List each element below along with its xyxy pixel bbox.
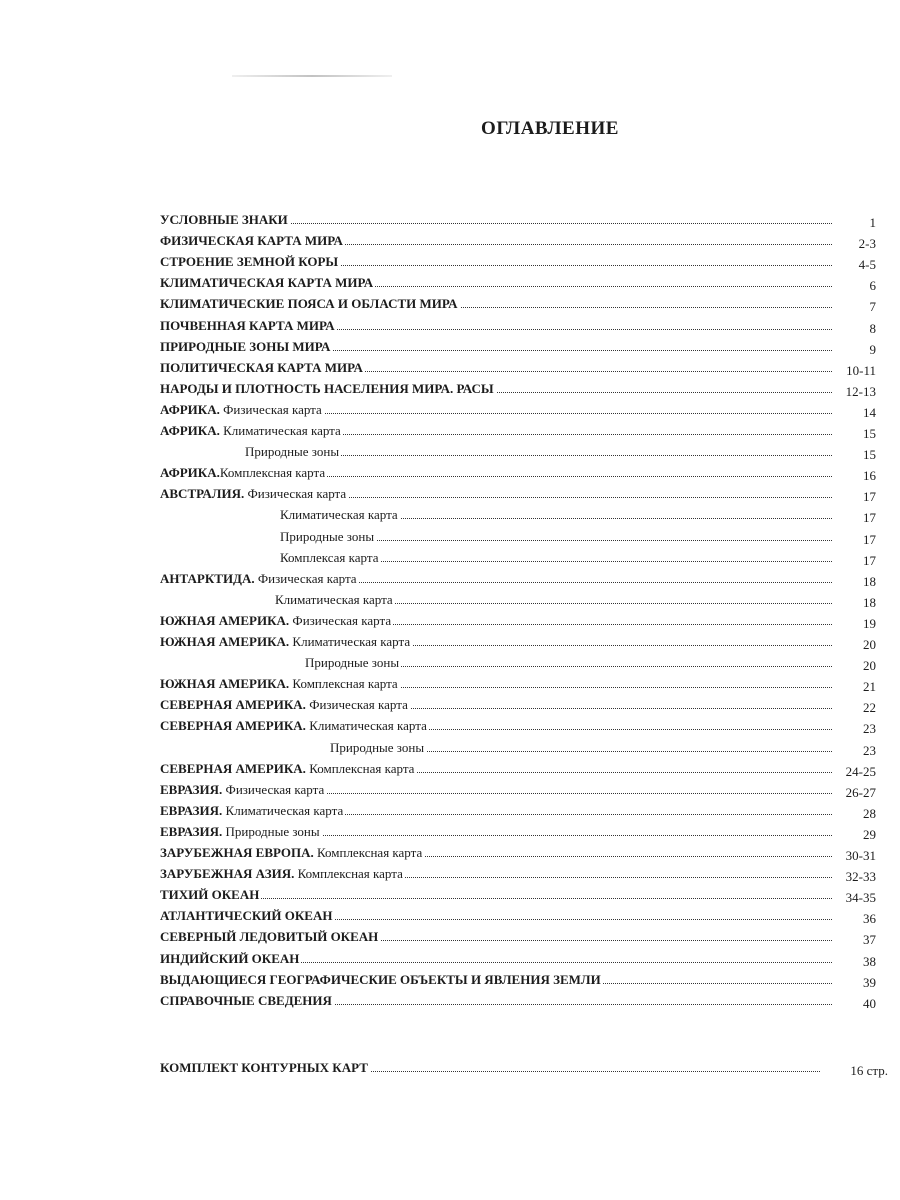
toc-entry-region: ПОЧВЕННАЯ КАРТА МИРА [160,318,335,333]
toc-page-number: 26-27 [845,785,876,800]
toc-entry-title [160,401,324,419]
toc-page-number: 4-5 [858,257,876,272]
toc-entry [0,485,900,506]
toc-entry-subtitle: Физическая карта [254,571,357,586]
toc-entry [0,295,900,316]
toc-page-number: 23 [863,721,876,736]
toc-entry-region: ПОЛИТИЧЕСКАЯ КАРТА МИРА [160,360,363,375]
toc-page-number: 2-3 [858,236,876,251]
toc-page-number: 29 [863,827,876,842]
toc-entry-title [160,380,496,398]
toc-page-number: 24-25 [845,764,876,779]
toc-entry [0,359,900,380]
toc-page-number: 7 [869,299,876,314]
toc-entry-subtitle: Климатическая карта [280,507,398,522]
toc-entry [0,844,900,865]
toc-page-number: 38 [863,954,876,969]
toc-entry-subtitle: Физическая карта [289,613,392,628]
toc-page-number: 17 [863,553,876,568]
toc-entry [0,232,900,253]
toc-entry-title [160,844,424,862]
toc-entry [0,253,900,274]
contour-maps-entry [0,1059,900,1080]
toc-page-number: 19 [863,616,876,631]
toc-entry-title [160,760,416,778]
toc-entry-region: КЛИМАТИЧЕСКАЯ КАРТА МИРА [160,275,374,290]
toc-page-number: 15 [863,447,876,462]
toc-page-number: 40 [863,996,876,1011]
toc-page-number: 10-11 [846,363,876,378]
toc-entry-region: ФИЗИЧЕСКАЯ КАРТА МИРА [160,233,343,248]
toc-entry [0,422,900,443]
toc-entry-region: ЮЖНАЯ АМЕРИКА. [160,613,290,628]
toc-entry-title [160,717,429,735]
toc-entry-title [160,253,340,271]
toc-entry-region: АВСТРАЛИЯ. [160,486,245,501]
toc-entry-title [160,317,337,335]
toc-entry-region: СЕВЕРНЫЙ ЛЕДОВИТЫЙ ОКЕАН [160,929,379,944]
toc-entry-region: КОМПЛЕКТ КОНТУРНЫХ КАРТ [160,1060,368,1075]
toc-entry [0,971,900,992]
toc-page-number: 16 стр. [850,1063,888,1078]
toc-page-number: 9 [869,342,876,357]
toc-entry-title [160,823,322,841]
toc-page-number: 20 [863,637,876,652]
toc-page-number: 32-33 [845,869,876,884]
toc-page-number: 22 [863,700,876,715]
toc-entry-subtitle: Комплексная карта [313,845,423,860]
toc-page-number: 17 [863,510,876,525]
toc-entry-subtitle: Физическая карта [219,402,322,417]
toc-entry-region: ВЫДАЮЩИЕСЯ ГЕОГРАФИЧЕСКИЕ ОБЪЕКТЫ И ЯВЛЕНИЯ ЗЕМЛИ [160,972,601,987]
toc-page-number: 30-31 [845,848,876,863]
toc-page-number: 20 [863,658,876,673]
toc-entry-title [160,422,343,440]
toc-entry [0,654,900,675]
toc-entry [0,612,900,633]
toc-entry-title [160,274,375,292]
toc-entry [0,528,900,549]
toc-entry [0,317,900,338]
toc-entry [0,549,900,570]
toc-entry-region: НАРОДЫ И ПЛОТНОСТЬ НАСЕЛЕНИЯ МИРА. РАСЫ [160,381,494,396]
toc-entry [0,401,900,422]
toc-page-number: 36 [863,911,876,926]
toc-entry-title [160,570,359,588]
toc-entry-title [160,464,327,482]
toc-page-number: 23 [863,743,876,758]
toc-entry-title [160,211,290,229]
toc-page-number: 39 [863,975,876,990]
toc-entry-title [160,338,332,356]
toc-page-number: 14 [863,405,876,420]
toc-entry-title [245,443,341,461]
toc-entry-subtitle: Комплексная карта [305,761,415,776]
toc-page-number: 17 [863,532,876,547]
toc-entry-title [160,950,301,968]
toc-entry-title [160,992,334,1010]
toc-entry-region: ПРИРОДНЫЕ ЗОНЫ МИРА [160,339,331,354]
toc-entry-title [305,654,401,672]
toc-entry-title [160,359,365,377]
toc-page-number: 37 [863,932,876,947]
toc-entry-region: АТЛАНТИЧЕСКИЙ ОКЕАН [160,908,333,923]
toc-entry-subtitle: Климатическая карта [275,592,393,607]
toc-entry-title [330,739,426,757]
toc-page-number: 18 [863,595,876,610]
toc-entry-subtitle: Природные зоны [245,444,340,459]
toc-entry-region: ЕВРАЗИЯ. [160,803,223,818]
page-title: ОГЛАВЛЕНИЕ [481,118,619,139]
toc-entry-title [160,865,405,883]
toc-entry [0,717,900,738]
toc-entry [0,950,900,971]
toc-entry [0,739,900,760]
toc-page-number: 15 [863,426,876,441]
toc-entry-title [160,485,348,503]
toc-entry [0,865,900,886]
toc-entry [0,992,900,1013]
toc-entry-title [160,802,345,820]
toc-entry-title [280,549,380,567]
toc-entry-region: ЮЖНАЯ АМЕРИКА. [160,676,290,691]
toc-entry-subtitle: Природные зоны [280,529,375,544]
toc-entry-region: ТИХИЙ ОКЕАН [160,887,260,902]
toc-entry-title [160,295,460,313]
toc-entry [0,675,900,696]
toc-page-number: 17 [863,489,876,504]
toc-entry-subtitle: Комплексная карта [289,676,398,691]
toc-entry [0,633,900,654]
toc-entry-subtitle: Природные зоны [222,824,320,839]
toc-entry-region: ИНДИЙСКИЙ ОКЕАН [160,951,300,966]
toc-entry-subtitle: Комплексная карта [219,465,326,480]
toc-entry-subtitle: Климатическая карта [305,718,427,733]
toc-entry [0,886,900,907]
toc-entry-title [280,506,400,524]
toc-entry-title [160,781,326,799]
toc-entry-subtitle: Климатическая карта [289,634,411,649]
toc-entry-region: СЕВЕРНАЯ АМЕРИКА. [160,718,306,733]
toc-entry [0,506,900,527]
toc-entry-region: СЕВЕРНАЯ АМЕРИКА. [160,761,306,776]
toc-entry-region: ЕВРАЗИЯ. [160,782,223,797]
toc-entry-title [160,612,393,630]
toc-page-number: 18 [863,574,876,589]
toc-entry-region: СЕВЕРНАЯ АМЕРИКА. [160,697,306,712]
toc-entry-region: АФРИКА. [160,465,220,480]
toc-page-number: 12-13 [845,384,876,399]
toc-entry [0,464,900,485]
toc-page-number: 28 [863,806,876,821]
toc-page-number: 34-35 [845,890,876,905]
toc-entry-title [160,928,380,946]
toc-entry [0,211,900,232]
toc-entry [0,781,900,802]
toc-page-number: 21 [863,679,876,694]
toc-page-number: 1 [869,215,876,230]
toc-entry [0,591,900,612]
toc-entry [0,928,900,949]
toc-entry-region: АФРИКА. [160,423,220,438]
toc-entry-subtitle: Физическая карта [222,782,325,797]
toc-entry-subtitle: Комплексная карта [294,866,403,881]
toc-entry-subtitle: Климатическая карта [222,803,344,818]
toc-entry-subtitle: Комплексая карта [280,550,379,565]
toc-entry-title [160,633,412,651]
toc-page-number: 16 [863,468,876,483]
toc-entry-region: СПРАВОЧНЫЕ СВЕДЕНИЯ [160,993,332,1008]
toc-entry-title [160,232,345,250]
toc-entry [0,338,900,359]
toc-page-number: 6 [869,278,876,293]
toc-entry [0,802,900,823]
toc-entry-subtitle: Физическая карта [305,697,408,712]
toc-entry [0,570,900,591]
toc-entry-title [160,1059,370,1077]
toc-entry [0,380,900,401]
toc-entry-region: УСЛОВНЫЕ ЗНАКИ [160,212,288,227]
toc-entry-region: АНТАРКТИДА. [160,571,255,586]
toc-page-number: 8 [869,321,876,336]
toc-entry [0,760,900,781]
toc-entry-region: КЛИМАТИЧЕСКИЕ ПОЯСА И ОБЛАСТИ МИРА [160,296,458,311]
toc-entry [0,274,900,295]
toc-entry [0,907,900,928]
toc-entry [0,696,900,717]
toc-entry-subtitle: Физическая карта [244,486,347,501]
toc-entry-region: СТРОЕНИЕ ЗЕМНОЙ КОРЫ [160,254,339,269]
toc-entry-region: ЕВРАЗИЯ. [160,824,223,839]
toc-entry-title [160,675,400,693]
toc-entry-region: ЗАРУБЕЖНАЯ АЗИЯ. [160,866,295,881]
toc-entry-region: АФРИКА. [160,402,220,417]
toc-entry-title [160,886,261,904]
toc-entry-region: ЮЖНАЯ АМЕРИКА. [160,634,290,649]
toc-entry [0,823,900,844]
toc-entry-title [160,907,334,925]
toc-entry-title [160,696,410,714]
toc-entry [0,443,900,464]
toc-entry-region: ЗАРУБЕЖНАЯ ЕВРОПА. [160,845,314,860]
toc-entry-subtitle: Климатическая карта [219,423,341,438]
toc-entry-subtitle: Природные зоны [305,655,400,670]
toc-entry-title [280,528,376,546]
toc-entry-title [160,971,603,989]
toc-entry-subtitle: Природные зоны [330,740,425,755]
toc-entry-title [275,591,395,609]
